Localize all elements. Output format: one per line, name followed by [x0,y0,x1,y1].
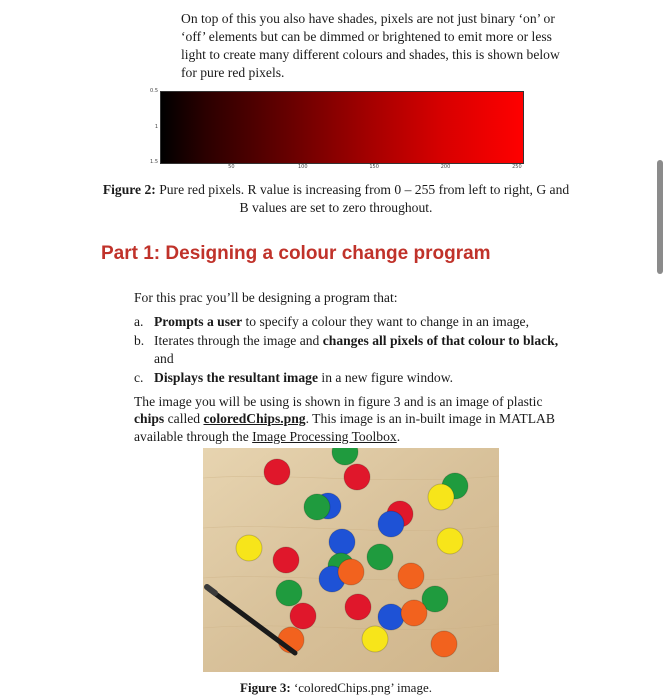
list-marker: a. [134,313,144,329]
colored-chips-illustration [203,448,499,672]
paragraph-text: . This image is an in-built image in MATLAB available through the [134,411,555,444]
list-item-text: in a new figure window. [318,370,454,385]
orange-chip [338,559,364,585]
chips-bold: chips [134,411,165,426]
x-tick-label: 150 [369,164,379,170]
figure-3-label: Figure 3: [240,680,291,695]
list-marker: b. [134,333,145,348]
blue-chip [378,604,404,630]
yellow-chip [236,535,262,561]
orange-chip [398,563,424,589]
image-processing-toolbox-link[interactable]: Image Processing Toolbox [252,428,397,444]
red-chip [344,464,370,490]
yellow-chip [428,484,454,510]
figure-3-caption [0,680,672,696]
green-chip [276,580,302,606]
red-chip [290,603,316,629]
intro-paragraph: On top of this you also have shades, pixels are not just binary ‘on’ or ‘off’ elements but can be dimmed or brightened to emit more or less light to create many different colours and shades, this is shown below for pure red pixels. [181,11,560,80]
list-item [134,369,574,387]
yellow-chip [437,528,463,554]
green-chip [367,544,393,570]
vertical-scrollbar[interactable] [657,160,663,274]
part-1-intro: For this prac you’ll be designing a program that: [134,290,398,305]
figure-2-caption-text: Pure red pixels. R value is increasing from 0 – 255 from left to right, G and B values are set to zero throughout. [155,182,570,215]
blue-chip [329,529,355,555]
paragraph-text: . [396,428,401,444]
y-tick-label: 1.5 [150,159,158,165]
red-chip [345,594,371,620]
orange-chip [401,600,427,626]
blue-chip [378,511,404,537]
coloredchips-filename: coloredChips.png [203,411,306,426]
red-gradient-figure [146,86,526,176]
list-item-bold: Displays the resultant image [154,370,319,385]
list-item-text: Iterates through the image and [154,333,323,348]
part-1-heading: Part 1: Designing a colour change program [101,243,491,264]
paragraph-text: The image you will be using is shown in figure 3 and is an image of plastic [134,393,543,409]
y-tick-label: 0.5 [150,88,158,94]
red-gradient-bar [160,91,524,164]
green-chip [304,494,330,520]
yellow-chip [362,626,388,652]
red-chip [264,459,290,485]
colored-chips-image [203,448,499,672]
x-tick-label: 50 [228,164,235,170]
figure-3-caption-text: ‘coloredChips.png’ image. [290,680,432,695]
list-item-text: to specify a colour they want to change in an image, [242,313,529,329]
x-tick-label: 100 [297,164,308,170]
list-item [134,332,574,367]
list-item-text: and [154,350,174,366]
part-1-body [134,289,574,445]
list-item-bold: Prompts a user [154,313,243,329]
list-item-bold: changes all pixels of that colour to black, [322,333,559,348]
requirements-list [134,313,574,387]
figure-2-caption [100,181,572,217]
figure-2-label: Figure 2: [102,182,156,197]
paragraph-text: called [164,411,204,426]
x-tick-label: 250 [512,164,522,170]
red-chip [273,547,299,573]
image-description-paragraph [134,393,574,446]
x-tick-label: 200 [440,164,451,170]
orange-chip [431,631,457,657]
list-item [134,313,574,331]
list-marker: c. [134,370,144,385]
y-tick-label: 1 [154,124,158,130]
